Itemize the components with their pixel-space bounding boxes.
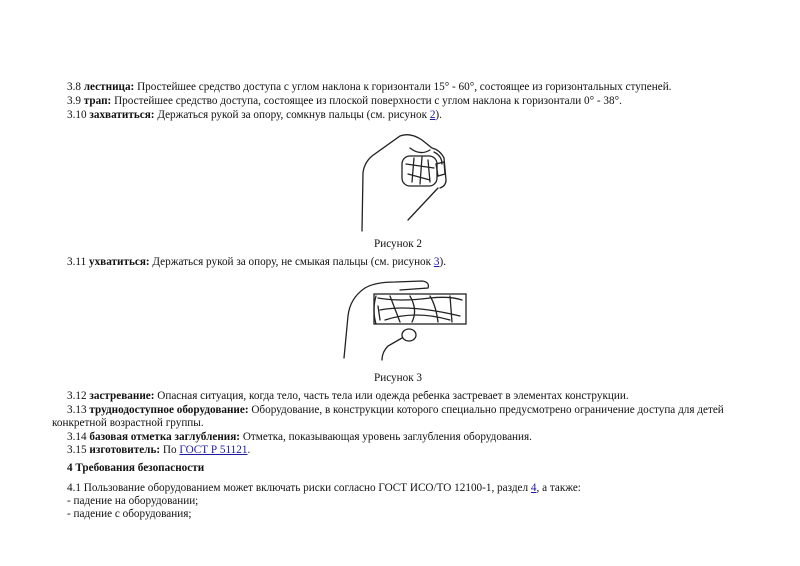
hand-grip-closed-illustration (350, 128, 460, 233)
figure-2-link[interactable]: 2 (429, 109, 436, 121)
definition-text: Оборудование, в конструкции которого специально предусмотрено ограничение доступа для детей (248, 404, 724, 416)
bullet-item: - падение с оборудования; (67, 508, 192, 520)
definition-text: Отметка, показывающая уровень заглубления оборудования. (240, 431, 532, 443)
definition-number: 3.13 (67, 404, 87, 416)
paragraph-text-end: , а также: (536, 482, 581, 494)
definition-3-10 (67, 109, 442, 122)
gost-51121-link[interactable]: ГОСТ Р 51121 (179, 444, 248, 456)
figure-2-caption: Рисунок 2 (374, 238, 423, 250)
definition-term: захватиться: (89, 109, 155, 121)
bullet-item: - падение на оборудовании; (67, 495, 199, 507)
definition-text: Держаться рукой за опору, сомкнув пальцы (см. рисунок (154, 109, 430, 121)
definition-number: 3.10 (67, 109, 87, 121)
definition-number: 3.9 (67, 95, 81, 107)
definition-text: Держаться рукой за опору, не смыкая пальцы (см. рисунок (149, 256, 434, 268)
definition-text: Простейшее средство доступа с углом наклона к горизонтали 15° - 60°, состоящее из горизонтальных ступеней. (134, 81, 672, 93)
definition-3-12 (67, 390, 629, 403)
section-4-heading: 4 Требования безопасности (67, 462, 205, 474)
definition-term: труднодоступное оборудование: (89, 404, 249, 416)
definition-3-8 (67, 81, 671, 94)
definition-text: Простейшее средство доступа, состоящее из плоской поверхности с углом наклона к горизонтали 0° - 38°. (111, 95, 622, 107)
definition-3-14 (67, 431, 532, 444)
definition-term: ухватиться: (88, 256, 150, 268)
paragraph-4-1 (67, 482, 581, 495)
definition-number: 3.12 (67, 390, 87, 402)
definition-term: лестница: (83, 81, 135, 93)
definition-term: базовая отметка заглубления: (89, 431, 241, 443)
hand-grip-open-illustration (340, 276, 470, 361)
figure-3-link[interactable]: 3 (433, 256, 440, 268)
definition-text-end: . (247, 444, 251, 456)
definition-number: 3.8 (67, 81, 81, 93)
definition-3-13-continuation: конкретной возрастной группы. (52, 417, 204, 429)
definition-text: По (160, 444, 180, 456)
definition-text: Опасная ситуация, когда тело, часть тела или одежда ребенка застревает в элементах конструкции. (154, 390, 629, 402)
figure-3-caption: Рисунок 3 (374, 372, 423, 384)
definition-3-13 (67, 404, 724, 417)
definition-number: 3.11 (67, 256, 87, 268)
definition-number: 3.14 (67, 431, 87, 443)
definition-3-9 (67, 95, 622, 108)
definition-term: застревание: (89, 390, 155, 402)
definition-number: 3.15 (67, 444, 87, 456)
paragraph-text: 4.1 Пользование оборудованием может включать риски согласно ГОСТ ИСО/ТО 12100-1, раздел (67, 482, 531, 494)
definition-3-15 (67, 444, 250, 457)
definition-3-11 (67, 256, 446, 269)
definition-text-end: ). (435, 109, 442, 121)
definition-term: трап: (83, 95, 112, 107)
section-4-link[interactable]: 4 (530, 482, 537, 494)
definition-term: изготовитель: (89, 444, 161, 456)
definition-text-end: ). (439, 256, 447, 268)
